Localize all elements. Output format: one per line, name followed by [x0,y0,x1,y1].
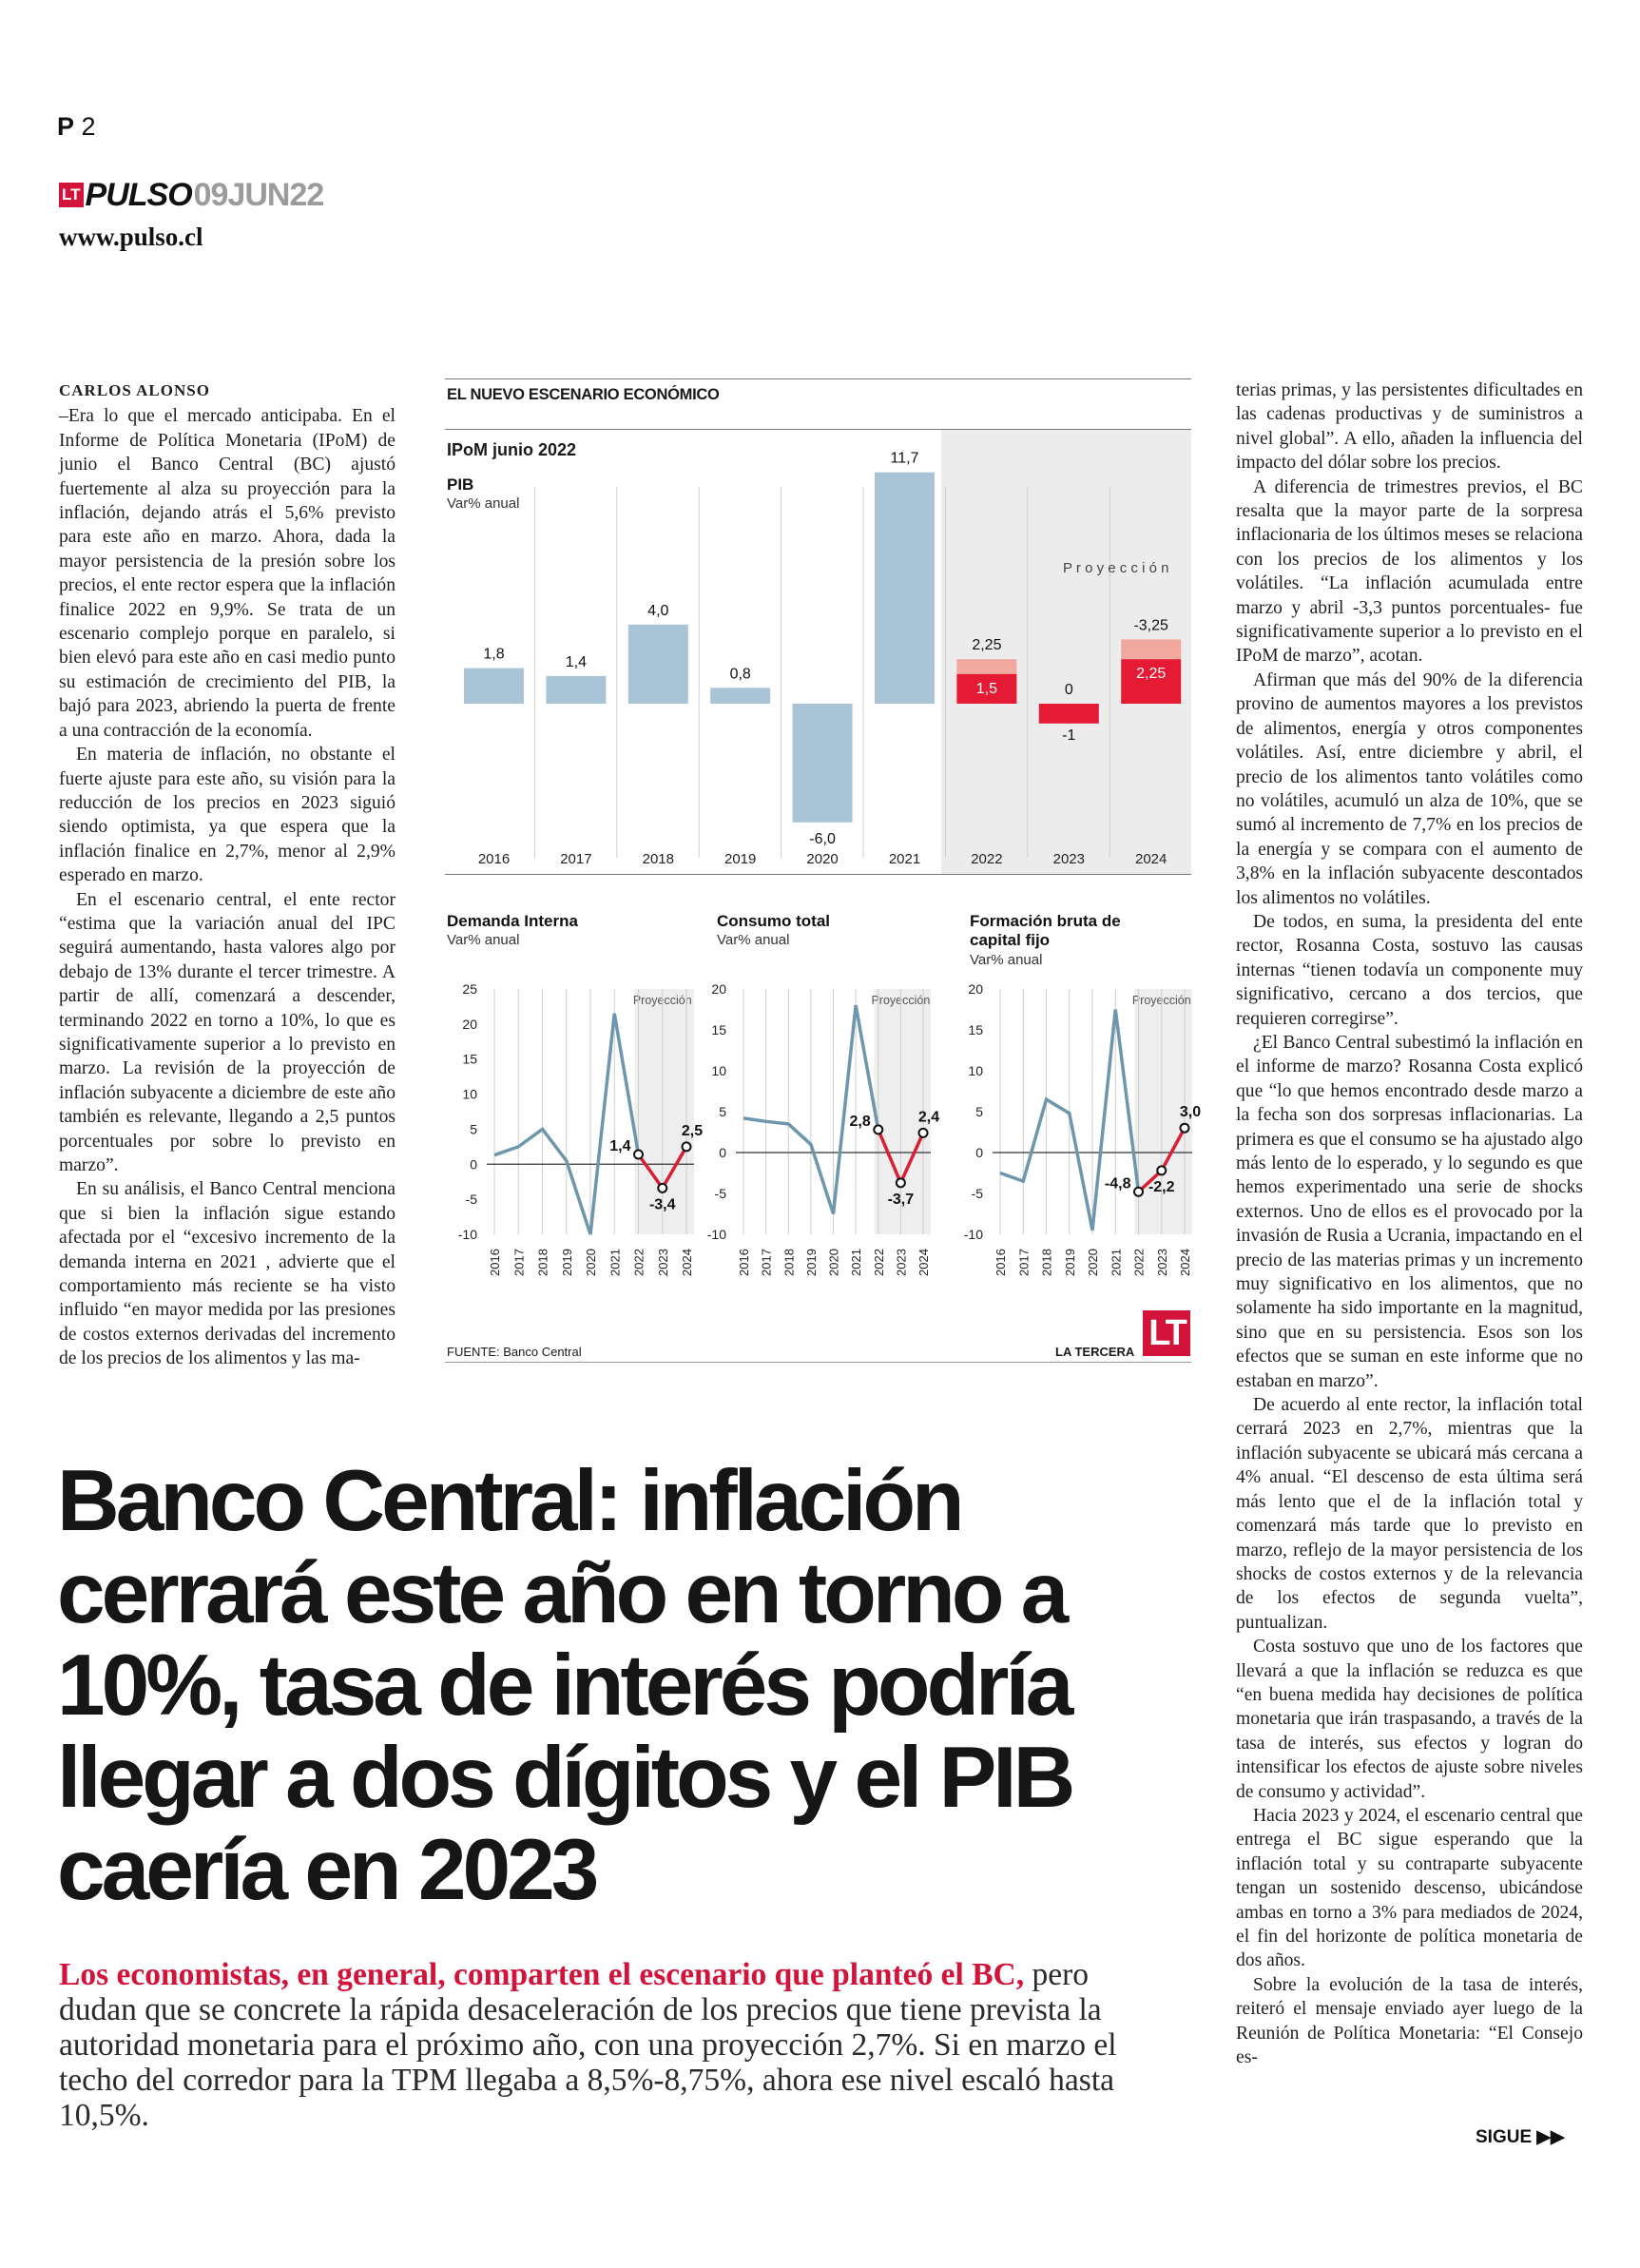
projection-label: Proyección [871,994,931,1007]
pib-bar-2020 [793,704,853,823]
masthead [59,176,324,213]
lt-brand-icon: LT [1143,1310,1190,1356]
paragraph: En materia de inflación, no obstante el fuerte ajuste para este año, su visión para la reducción de los precios en 2023 siguió siendo optimista, ya que espera que la inflación finalice en 2,7%, menor al 2,9% esperado en marzo. [59,745,396,886]
formacion-chart-title: Formación bruta de capital fijo [970,912,1121,949]
x-tick-label: 2021 [849,1249,864,1276]
website-link[interactable]: www.pulso.cl [59,223,203,251]
pib-bar-2019 [710,688,770,704]
lead-highlight: Los economistas, en general, comparten el escenario que planteó el BC, [59,1957,1025,1992]
x-tick-label: 2024 [680,1249,694,1276]
y-tick-label: 0 [719,1145,726,1160]
x-tick-label: 2019 [1062,1249,1077,1276]
y-tick-label: 0 [470,1156,477,1173]
pib-bar-label-2019: 0,8 [729,666,751,683]
paragraph: Hacia 2023 y 2024, el escenario central que entrega el BC sigue esperando que la inflación total y su contraparte subyacente tengan un sostenido descenso, ubicándose ambas en torno a 3% para mediados de 2024, el fin del horizonte de política monetaria de dos años. [1236,1805,1583,1971]
pib-chart-unit: Var% anual [447,495,520,512]
y-tick-label: -5 [465,1192,477,1208]
pib-bar-2017 [546,676,606,704]
y-tick-label: 10 [968,1063,983,1078]
byline: CARLOS ALONSO [59,381,210,399]
pib-x-tick: 2022 [971,851,1003,867]
x-tick-label: 2024 [1178,1249,1192,1276]
y-tick-label: -5 [714,1186,726,1201]
paragraph: Sobre la evolución de la tasa de interés, reiteró el mensaje enviado ayer luego de la Reunión de Política Monetaria: “El Consejo es- [1236,1974,1583,2068]
y-tick-label: 0 [975,1145,983,1160]
paragraph: En su análisis, el Banco Central menciona que si bien la inflación sigue estando afectada por el “excesivo incremento de la demanda interna en 2021 , advierte que el comportamiento más reciente se ha visto influido “en mayor medida por las presiones de costos externos derivadas del incremento de los precios de los alimentos y las ma- [59,1179,396,1369]
projection-point [1134,1188,1143,1196]
x-tick-label: 2017 [1016,1249,1032,1276]
formacion-bruta-chart [960,951,1202,1284]
x-tick-label: 2023 [1154,1249,1169,1276]
pib-proj-upper-label-2023: 0 [1064,682,1073,698]
projection-point [874,1125,882,1134]
continue-link[interactable]: SIGUE ▶▶ [1476,2127,1565,2147]
x-tick-label: 2017 [759,1249,774,1276]
consumo-chart-unit: Var% anual [717,932,790,948]
x-tick-label: 2020 [826,1249,841,1276]
pib-chart-title: PIB [447,475,474,494]
headline: Banco Central: inflación cerrará este año en torno a 10%, tasa de interés podría llegar a dos dígitos y el PIB caería en 2023 [57,1453,1072,1918]
y-tick-label: 20 [711,981,726,997]
consumo-total-chart [704,951,955,1284]
pib-bar-label-2017: 1,4 [565,653,588,670]
y-tick-label: 15 [462,1051,477,1067]
pib-bar-label-2018: 4,0 [647,602,669,619]
lead-paragraph [59,1957,1133,2133]
demanda-chart-unit: Var% anual [447,932,520,948]
x-tick-label: 2020 [584,1249,598,1276]
pib-x-tick: 2018 [642,851,674,867]
pib-bar-label-2021: 11,7 [890,450,919,467]
pib-proj-range-2022 [956,659,1016,674]
paragraph: terias primas, y las persistentes dificultades en las cadenas productivas y de suministros a nivel global”. A ello, añaden la influencia del impacto del dólar sobre los precios. [1236,380,1583,474]
projection-point [1181,1124,1189,1133]
x-tick-label: 2016 [737,1249,751,1276]
x-tick-label: 2016 [488,1249,502,1276]
projection-point [658,1184,666,1192]
y-tick-label: 5 [470,1121,477,1137]
paragraph: De todos, en suma, la presidenta del ente rector, Rosanna Costa, sostuvo las causas internas “tienen todavía un componente muy significativo, cercano a dos tercios, que requieren corregirse”. [1236,911,1583,1029]
y-tick-label: 5 [719,1104,726,1119]
pib-x-tick: 2016 [477,851,511,867]
x-tick-label: 2024 [916,1249,931,1276]
projection-point-label: 2,5 [681,1122,704,1139]
demanda-chart-title: Demanda Interna [447,912,578,930]
projection-point [683,1142,691,1151]
paragraph: En el escenario central, el ente rector “estima que la variación anual del IPC seguirá aumentando, hasta valores algo por debajo de 13% durante el tercer trimestre. A partir de allí, comenzará a descender, terminando 2022 en torno a 10%, lo que es significativamente superior a lo previsto en marzo. La revisión de la proyección de inflación subyacente a diciembre de este año también es relevante, llegando a 2,5 puntos porcentuales por sobre lo previsto en marzo”. [59,889,396,1175]
x-tick-label: 2018 [535,1249,550,1276]
projection-point [919,1129,928,1137]
projection-label: P r o y e c c i ó n [1063,560,1169,576]
y-tick-label: 10 [711,1063,726,1078]
paragraph: ¿El Banco Central subestimó la inflación en el informe de marzo? Rosanna Costa explicó que “lo que hemos encontrado desde marzo a la fecha son dos sorpresas inflacionarias. La primera es que el consumo se ha ajustado algo más lento de lo esperado, y lo segundo es que hemos experimentado una serie de shocks externos. Uno de ellos es el provocado por la invasión de Rusia a Ucrania, impactando en el precio de las materias primas y un incremento muy significativo en los alimentos, que no solamente ha sido importante en la magnitud, sino que en su persistencia. Esos son los efectos que se suman en este informe que no estaban en marzo”. [1236,1032,1583,1391]
projection-point-label: 2,4 [917,1109,940,1126]
pib-bar-label-2020: -6,0 [809,830,836,847]
formacion-chart-unit: Var% anual [970,952,1043,968]
pib-x-tick: 2024 [1135,851,1167,867]
x-tick-label: 2022 [1131,1249,1147,1276]
pib-x-tick: 2019 [724,851,757,867]
x-tick-label: 2021 [1109,1249,1124,1276]
issue-date: 09JUN22 [193,176,324,213]
y-tick-label: 5 [975,1104,983,1119]
x-tick-label: 2018 [1039,1249,1054,1276]
paragraph: Afirman que más del 90% de la diferencia provino de aumentos mayores a los previstos de alimentos, energía y otros componentes volátiles. Así, entre diciembre y abril, el precio de los alimentos tanto volátiles como no volátiles, acumuló un alza de 10%, que se sumó al incremento de 7,7% en los precios de la energía y se compara con el aumento de 3,8% en la inflación subyacente descontados los alimentos no volátiles. [1236,669,1583,908]
y-tick-label: -10 [963,1227,983,1242]
y-tick-label: 25 [462,981,477,997]
x-tick-label: 2023 [655,1249,670,1276]
paragraph: Costa sostuvo que uno de los factores que llevará a que la inflación se reduzca es que “en buena medida hay decisiones de política monetaria que irán traspasando, a través de la tasa de interés, sus efectos y logran do intensificar los efectos de ajuste sobre niveles de consumo y actividad”. [1236,1637,1583,1802]
paragraph: –Era lo que el mercado anticipaba. En el Informe de Política Monetaria (IPoM) de junio el Banco Central (BC) ajustó fuertemente al alza su proyección para la inflación, dejando atrás el 5,6% previsto para este año en marzo. Ahora, dada la mayor persistencia de la presión sobre los precios, el ente rector espera que la inflación finalice 2022 en 9,9%. Se trata de un escenario complejo porque en paralelo, si bien elevó para este año en casi medio punto su estimación de crecimiento del PIB, la bajó para 2023, abriendo la puerta de frente a una contracción de la economía. [59,406,396,741]
demanda-interna-chart [445,951,704,1284]
pib-bar-label-2016: 1,8 [483,646,505,663]
y-tick-label: -10 [706,1227,726,1242]
x-tick-label: 2016 [994,1249,1008,1276]
pib-x-tick: 2023 [1052,851,1085,867]
x-tick-label: 2022 [631,1249,646,1276]
paragraph: A diferencia de trimestres previos, el BC resalta que la mayor parte de la sorpresa inflacionaria de los últimos meses se relaciona con los precios de los alimentos y los volátiles. “La inflación acumulada entre marzo y abril -3,3 puntos porcentuales- fue significativamente superior a lo previsto en el IPoM de marzo”, acotan. [1236,476,1583,667]
pib-proj-lower-label-2022: 1,5 [975,680,998,697]
article-column-1 [59,378,396,1371]
pib-proj-range-2024 [1121,639,1181,659]
x-tick-label: 2019 [803,1249,819,1276]
pib-bar-2021 [875,473,935,704]
pib-proj-bar-2023 [1039,704,1099,724]
y-tick-label: -10 [457,1227,477,1242]
projection-point-label: 2,8 [849,1113,871,1130]
x-tick-label: 2021 [608,1249,623,1276]
pib-proj-upper-label-2022: 2,25 [972,637,1002,654]
paragraph: De acuerdo al ente rector, la inflación total cerrará 2023 en 2,7%, mientras que la inflación subyacente se ubicará más cercana a 4% anual. “El descenso de esta última será más lento que el de la inflación total y comenzará más tarde que lo previsto en marzo, reflejo de la mayor persistencia de los shocks de costos externos y de la relevancia de los efectos de segunda vuelta”, puntualizan. [1236,1395,1583,1633]
pib-proj-upper-label-2024: -3,25 [1133,617,1168,634]
infographic-title: EL NUEVO ESCENARIO ECONÓMICO [447,386,720,403]
lead-text: pero dudan que se concrete la rápida desaceleración de los precios que tiene prevista la autoridad monetaria para el próximo año, con una proyección 2,7%. Si en marzo el techo del corredor para la TPM llegaba a 8,5%-8,75%, ahora ese nivel escaló hasta 10,5%. [59,1957,1117,2133]
y-tick-label: 15 [968,1022,983,1037]
y-tick-label: 10 [462,1086,477,1102]
article-column-3 [1236,378,1583,2069]
projection-label: Proyección [1131,994,1191,1007]
projection-point [897,1178,905,1187]
x-tick-label: 2019 [559,1249,574,1276]
page-marker: P 2 [57,112,96,141]
pib-bar-2016 [464,669,524,704]
projection-label: Proyección [632,994,692,1007]
projection-point-label: 3,0 [1179,1104,1202,1121]
pib-bar-chart [445,430,1191,877]
section-name: PULSO [85,176,192,213]
credit-label: LA TERCERA [1055,1345,1135,1359]
pib-x-tick: 2017 [560,851,592,867]
lt-logo-icon: LT [59,183,84,207]
consumo-chart-title: Consumo total [717,912,830,930]
pib-x-tick: 2021 [888,851,921,867]
x-tick-label: 2022 [871,1249,886,1276]
projection-point-label: -2,2 [1148,1178,1175,1195]
projection-point [634,1150,643,1158]
projection-point [1157,1166,1166,1174]
x-tick-label: 2017 [511,1249,527,1276]
projection-point-label: 1,4 [609,1137,631,1154]
x-tick-label: 2020 [1086,1249,1100,1276]
projection-point-label: -4,8 [1104,1175,1131,1192]
pib-x-tick: 2020 [806,851,839,867]
infographic-subtitle: IPoM junio 2022 [447,440,577,459]
pib-proj-lower-label-2024: 2,25 [1136,666,1167,683]
source-note: FUENTE: Banco Central [447,1345,582,1359]
x-tick-label: 2018 [781,1249,797,1276]
y-tick-label: 15 [711,1022,726,1037]
y-tick-label: 20 [968,981,983,997]
x-tick-label: 2023 [894,1249,909,1276]
projection-point-label: -3,7 [887,1191,915,1208]
y-tick-label: 20 [462,1016,477,1032]
pib-proj-lower-label-2023: -1 [1062,727,1076,744]
y-tick-label: -5 [971,1186,983,1201]
projection-point-label: -3,4 [648,1196,676,1213]
pib-bar-2018 [628,625,688,704]
